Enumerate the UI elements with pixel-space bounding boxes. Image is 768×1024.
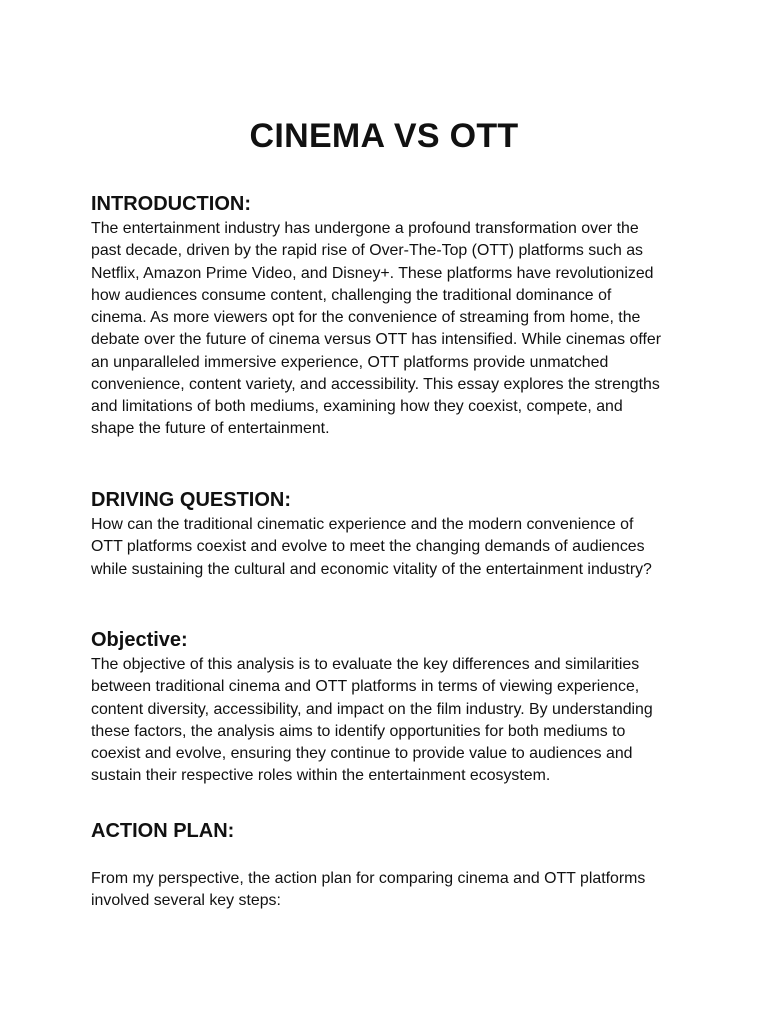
heading-introduction: INTRODUCTION: — [91, 193, 251, 215]
heading-objective: Objective: — [91, 629, 188, 651]
paragraph-driving-question: How can the traditional cinematic experience and the modern convenience of OTT platforms coexist and evolve to meet the changing demands of audiences while sustaining the cultural and economic vitality of the entertainment industry? — [91, 516, 652, 578]
heading-driving-question: DRIVING QUESTION: — [91, 489, 292, 511]
document-title: CINEMA VS OTT — [249, 116, 519, 155]
paragraph-action-plan: From my perspective, the action plan for comparing cinema and OTT platforms involved several key steps: — [91, 870, 646, 910]
paragraph-objective: The objective of this analysis is to evaluate the key differences and similarities between traditional cinema and OTT platforms in terms of viewing experience, content diversity, accessibility, and impact on the film industry. By understanding these factors, the analysis aims to identify opportunities for both mediums to coexist and evolve, ensuring they continue to provide value to audiences and sustain their respective roles within the entertainment ecosystem. — [91, 656, 653, 785]
paragraph-introduction: The entertainment industry has undergone a profound transformation over the past decade, driven by the rapid rise of Over-The-Top (OTT) platforms such as Netflix, Amazon Prime Video, and Disney+. These platforms have revolutionized how audiences consume content, challenging the traditional dominance of cinema. As more viewers opt for the convenience of streaming from home, the debate over the future of cinema versus OTT has intensified. While cinemas offer an unparalleled immersive experience, OTT platforms provide unmatched convenience, content variety, and accessibility. This essay explores the strengths and limitations of both mediums, examining how they coexist, compete, and shape the future of entertainment. — [91, 220, 661, 438]
heading-action-plan: ACTION PLAN: — [91, 820, 235, 842]
